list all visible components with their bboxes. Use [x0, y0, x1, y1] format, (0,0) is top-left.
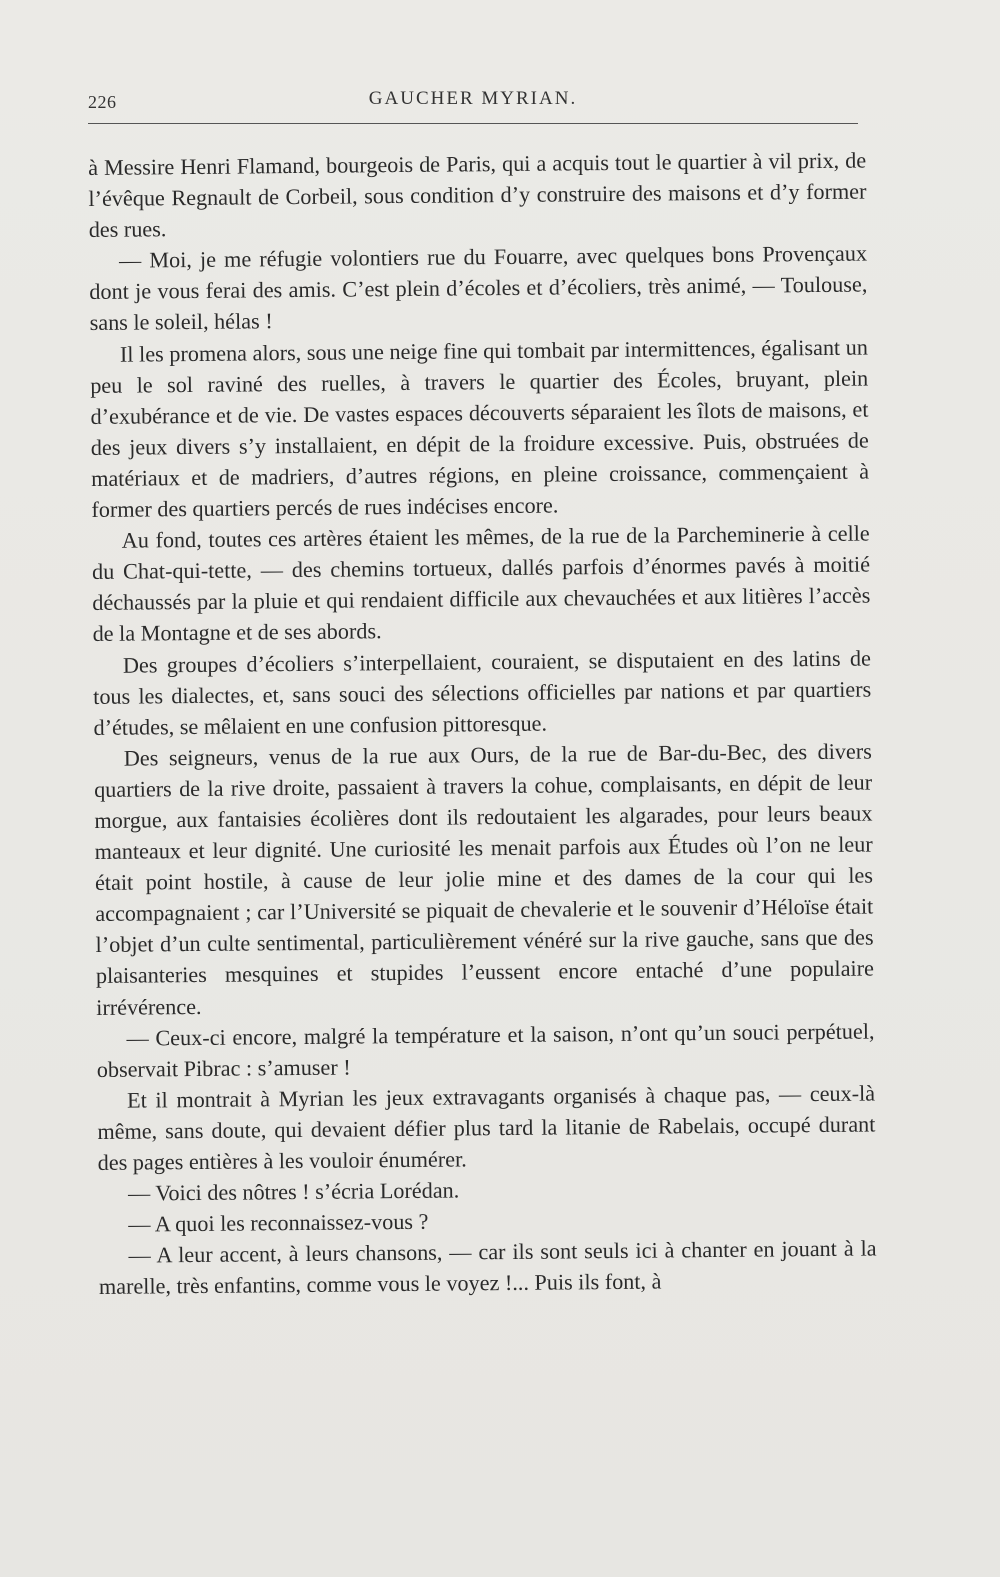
body-text — [88, 145, 877, 1303]
paragraph: Au fond, toutes ces artères étaient les mêmes, de la rue de la Parcheminerie à celle du Chat-qui-tette, — des chemins tortueux, dallés parfois d’énormes pavés à moitié déchaussés par la pluie et qui rendaient difficile aux chevauchées et aux litières l’accès de la Montagne et de ses abords. — [91, 520, 871, 647]
paragraph: — A quoi les reconnaissez-vous ? — [128, 1208, 429, 1237]
paragraph: — Voici des nôtres ! s’écria Lorédan. — [127, 1177, 460, 1206]
paragraph: — A leur accent, à leurs chansons, — car ils sont seuls ici à chanter en jouant à la marelle, très enfantins, comme vous le voyez !... Puis ils font, à — [98, 1235, 877, 1300]
paragraph: Des groupes d’écoliers s’interpellaient, couraient, se disputaient en des latins de tous les dialectes, et, sans souci des sélections officielles par nations et par quartiers d’études, se mêlaient en une confusion pittoresque. — [93, 645, 872, 740]
running-head — [88, 84, 858, 114]
page-number: 226 — [88, 92, 117, 112]
paragraph: Et il montrait à Myrian les jeux extravagants organisés à chaque pas, — ceux-là même, sans doute, qui devaient défier plus tard la litanie de Rabelais, occupé durant des pages entières à les vouloir énumérer. — [97, 1080, 876, 1175]
paragraph: Il les promena alors, sous une neige fine qui tombait par intermittences, égalisant un peu le sol raviné des ruelles, à travers le quartier des Écoles, bruyant, plein d’exubérance et de vie. De vastes espaces découverts séparaient les îlots de maisons, et des jeux divers s’y installaient, en dépit de la froidure excessive. Puis, obstruées de matériaux et de madriers, d’autres régions, en pleine croissance, commençaient à former des quartiers percés de rues indécises encore. — [90, 334, 870, 523]
paragraph: — Ceux-ci encore, malgré la température et la saison, n’ont qu’un souci perpétuel, observait Pibrac : s’amuser ! — [96, 1018, 875, 1082]
paragraph: — Moi, je me réfugie volontiers rue du Fouarre, avec quelques bons Provençaux dont je vous ferai des amis. C’est plein d’écoles et d’écoliers, très animé, — Toulouse, sans le soleil, hélas ! — [89, 240, 868, 336]
header-rule — [88, 123, 858, 124]
paragraph: à Messire Henri Flamand, bourgeois de Paris, qui a acquis tout le quartier à vil prix, de l’évêque Regnault de Corbeil, sous condition d’y construire des maisons et d’y former des rues. — [88, 147, 867, 243]
paragraph: Des seigneurs, venus de la rue aux Ours, de la rue de Bar-du-Bec, des divers quartiers de la rive droite, passaient à travers la cohue, complaisants, en dépit de leur morgue, aux fantaisies écolières dont ils redoutaient les algarades, pour leurs beaux manteaux et leur dignité. Une curiosité les menait parfois aux Études où l’on ne leur était point hostile, à cause de leur jolie mine et des dames de la cour qui les accompagnaient ; car l’Université se piquait de chevalerie et le souvenir d’Héloïse était l’objet d’un culte sentimental, particulièrement vénéré sur la rive gauche, sans que des plaisanteries mesquines et stupides l’eussent encore entaché d’une populaire irrévérence. — [93, 738, 874, 1020]
running-title: GAUCHER MYRIAN. — [368, 88, 578, 109]
